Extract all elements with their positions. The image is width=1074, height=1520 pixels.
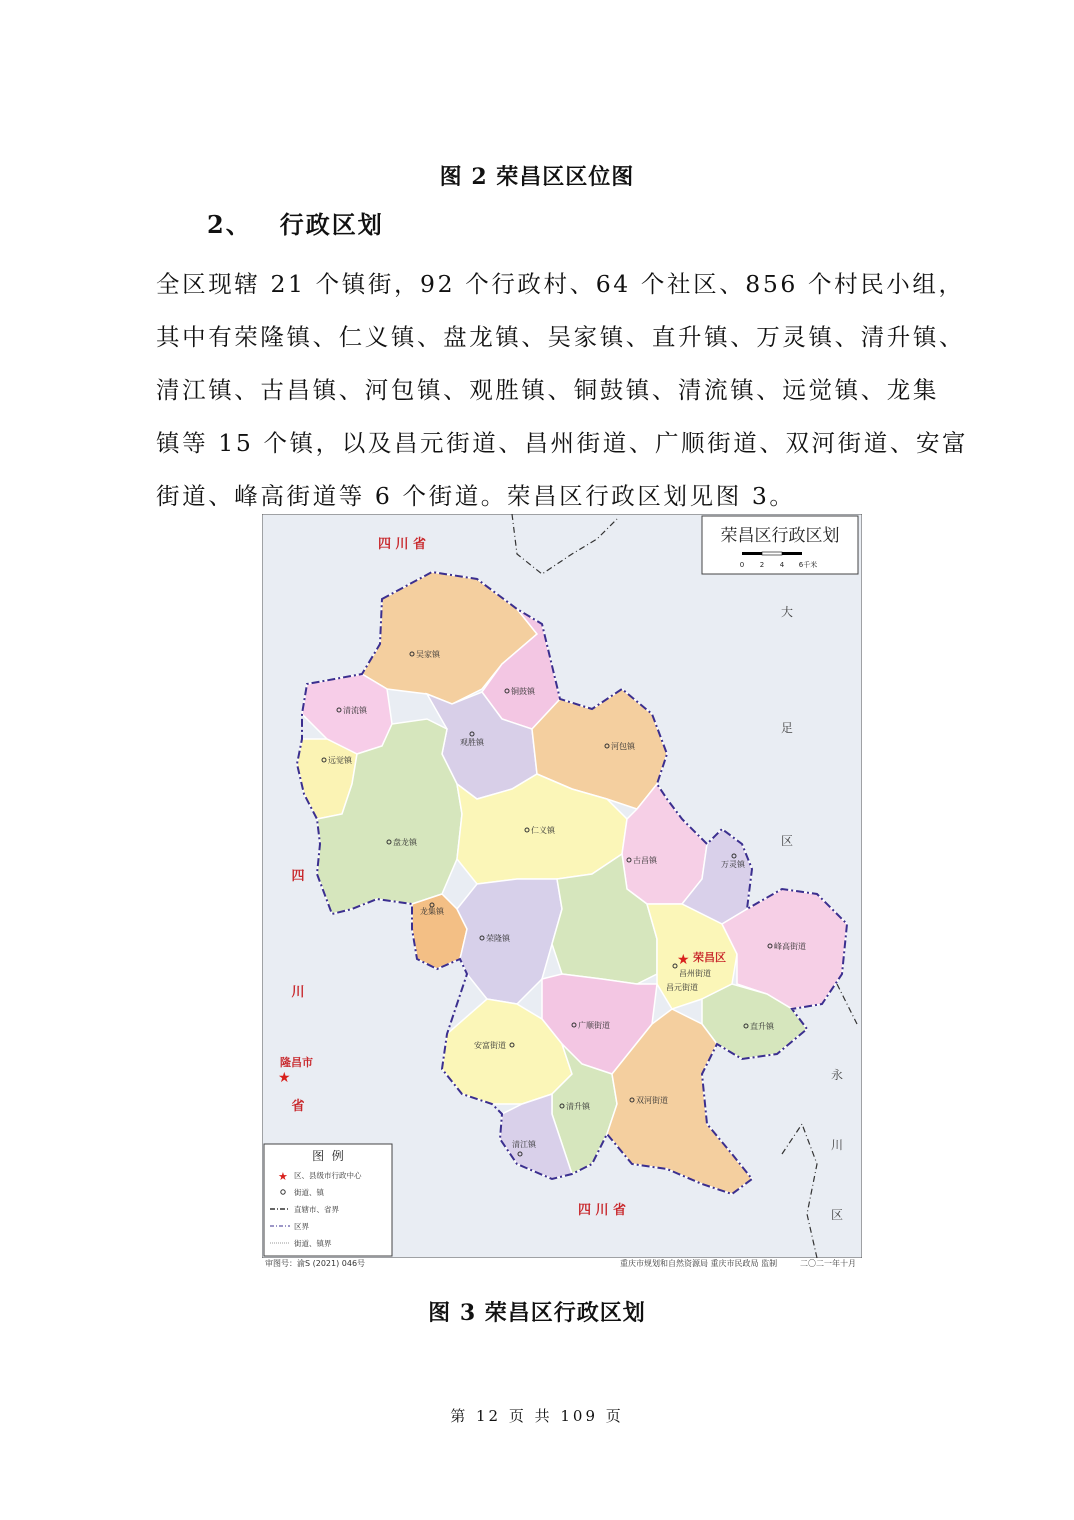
page-footer: 第 12 页 共 109 页 — [450, 1407, 624, 1425]
legend-item: 区、县级市行政中心 — [294, 1171, 362, 1180]
legend-item: 区界 — [294, 1222, 309, 1231]
town-label: 峰高街道 — [774, 942, 806, 951]
map-legend — [264, 1144, 392, 1256]
town-label: 安富街道 — [474, 1041, 506, 1050]
neighbor-sichuan-left-3: 省 — [291, 1099, 305, 1114]
neighbor-yongchuan-1: 永 — [830, 1068, 844, 1082]
section-heading — [207, 205, 384, 240]
town-label: 清流镇 — [343, 706, 367, 715]
paragraph-line: 清江镇、古昌镇、河包镇、观胜镇、铜鼓镇、清流镇、远觉镇、龙集 — [156, 376, 939, 404]
map-date: 二〇二一年十月 — [800, 1259, 856, 1268]
neighbor-dazu-3: 区 — [780, 834, 794, 848]
legend-item: 街道、镇界 — [294, 1239, 332, 1248]
section-title: 行政区划 — [279, 210, 384, 239]
legend-title: 图 例 — [312, 1149, 344, 1163]
longchang-star: ★ — [278, 1070, 291, 1086]
town-label: 双河街道 — [636, 1096, 668, 1105]
section-number: 2、 — [207, 210, 252, 239]
town-label: 清升镇 — [566, 1102, 590, 1111]
scale-label: 4 — [779, 561, 785, 569]
town-label: 昌元街道 — [666, 983, 698, 992]
scale-label: 0 — [739, 561, 745, 569]
town-label: 古昌镇 — [633, 856, 657, 865]
administrative-map — [262, 514, 862, 1258]
town-label: 直升镇 — [750, 1022, 774, 1031]
paragraph-line: 街道、峰高街道等 6 个街道。荣昌区行政区划见图 3。 — [156, 482, 796, 510]
legend-item: 直辖市、省界 — [294, 1205, 339, 1214]
neighbor-yongchuan-3: 区 — [830, 1208, 844, 1222]
scale-label: 6千米 — [798, 561, 818, 569]
town-label: 远觉镇 — [328, 756, 352, 765]
district-center-label: 荣昌区 — [693, 951, 726, 964]
svg-text:★: ★ — [278, 1170, 288, 1183]
legend-item: 街道、镇 — [294, 1188, 324, 1197]
town-label: 龙集镇 — [420, 907, 444, 916]
town-label: 吴家镇 — [416, 650, 440, 659]
neighbor-sichuan-top: 四 川 省 — [377, 537, 427, 552]
scale-label: 2 — [759, 561, 765, 569]
figure-3-caption: 图 3 荣昌区行政区划 — [428, 1300, 646, 1326]
neighbor-sichuan-left-1: 四 — [291, 869, 305, 884]
town-label: 广顺街道 — [578, 1021, 610, 1030]
map-title-box — [702, 516, 858, 574]
approval-number: 审图号：渝S (2021) 046号 — [265, 1259, 366, 1268]
town-label: 昌州街道 — [679, 969, 711, 978]
neighbor-sichuan-left-2: 川 — [291, 985, 305, 1000]
town-label: 观胜镇 — [460, 738, 484, 747]
town-label: 荣隆镇 — [486, 934, 510, 943]
paragraph-line: 全区现辖 21 个镇街，92 个行政村、64 个社区、856 个村民小组， — [156, 270, 965, 298]
neighbor-dazu-2: 足 — [780, 721, 794, 735]
town-label: 铜鼓镇 — [511, 687, 535, 696]
neighbor-yongchuan-2: 川 — [830, 1138, 844, 1152]
figure-2-caption: 图 2 荣昌区区位图 — [439, 164, 635, 190]
town-label: 仁义镇 — [531, 826, 555, 835]
town-label: 万灵镇 — [721, 860, 745, 869]
paragraph-line: 其中有荣隆镇、仁义镇、盘龙镇、吴家镇、直升镇、万灵镇、清升镇、 — [156, 323, 966, 351]
town-label: 清江镇 — [512, 1140, 536, 1149]
town-label: 河包镇 — [611, 742, 635, 751]
neighbor-dazu-1: 大 — [780, 605, 794, 619]
district-center-star: ★ — [677, 952, 690, 968]
neighbor-sichuan-bottom: 四 川 省 — [577, 1203, 627, 1218]
map-publisher: 重庆市规划和自然资源局 重庆市民政局 监制 — [620, 1259, 778, 1268]
map-title: 荣昌区行政区划 — [720, 526, 840, 546]
town-label: 盘龙镇 — [393, 838, 417, 847]
neighbor-longchang: 隆昌市 — [280, 1056, 313, 1069]
paragraph-line: 镇等 15 个镇，以及昌元街道、昌州街道、广顺街道、双河街道、安富 — [156, 429, 969, 457]
